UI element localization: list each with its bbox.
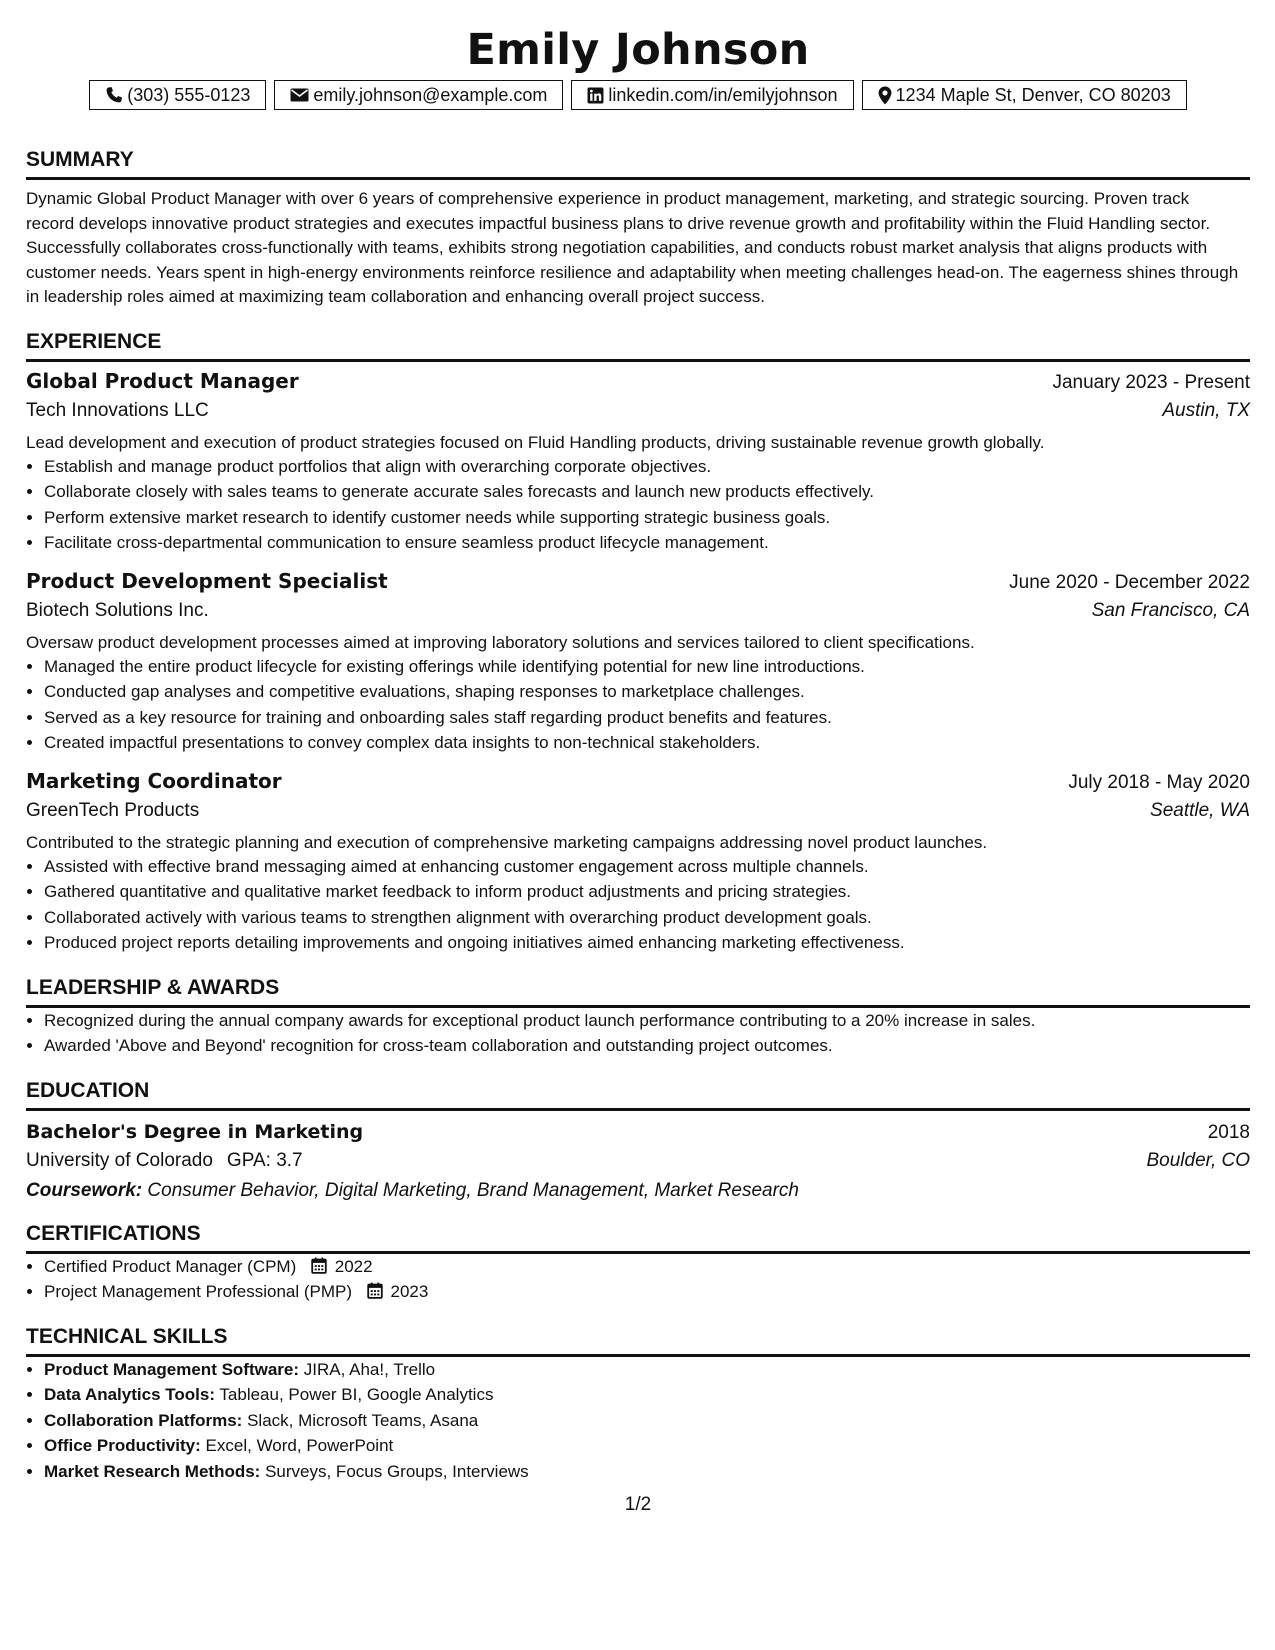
job-bullets bbox=[26, 454, 1250, 556]
skill-label: Data Analytics Tools: bbox=[44, 1385, 215, 1404]
job-dates: January 2023 - Present bbox=[1052, 371, 1250, 393]
job-bullet: • Perform extensive market research to identify customer needs while supporting strategic business goals. bbox=[44, 505, 1250, 531]
summary-heading: SUMMARY bbox=[26, 148, 1250, 180]
page-number: 1/2 bbox=[624, 1494, 652, 1515]
envelope-icon bbox=[290, 87, 309, 103]
job-bullets bbox=[26, 854, 1250, 956]
skill-value: Tableau, Power BI, Google Analytics bbox=[219, 1385, 494, 1404]
contact-email bbox=[274, 80, 563, 110]
job-company: Biotech Solutions Inc. bbox=[26, 599, 209, 621]
job-bullets bbox=[26, 654, 1250, 756]
contact-phone bbox=[89, 80, 266, 110]
job-description: Lead development and execution of product strategies focused on Fluid Handling products, driving sustainable revenue growth globally. bbox=[26, 432, 1045, 452]
school-name: University of Colorado bbox=[26, 1149, 213, 1171]
education-entry bbox=[26, 1121, 1250, 1144]
graduation-year: 2018 bbox=[1207, 1121, 1250, 1143]
certification-year: 2023 bbox=[390, 1282, 429, 1301]
job-bullet: • Assisted with effective brand messaging aimed at enhancing customer engagement across multiple channels. bbox=[44, 854, 1250, 880]
job-bullet: • Served as a key resource for training and onboarding sales staff regarding product benefits and features. bbox=[44, 705, 1250, 731]
award-item: • Awarded 'Above and Beyond' recognition for cross-team collaboration and outstanding project outcomes. bbox=[44, 1033, 1250, 1059]
job-entry bbox=[26, 369, 1250, 556]
job-dates: June 2020 - December 2022 bbox=[1009, 571, 1250, 593]
job-bullet: • Collaborated actively with various teams to strengthen alignment with overarching product development goals. bbox=[44, 905, 1250, 931]
skill-item bbox=[44, 1357, 1250, 1383]
job-bullet: • Produced project reports detailing improvements and ongoing initiatives aimed enhancing marketing effectiveness. bbox=[44, 930, 1250, 956]
resume-page bbox=[26, 0, 1250, 1515]
gpa-value: GPA: 3.7 bbox=[226, 1149, 303, 1171]
job-bullet: • Created impactful presentations to convey complex data insights to non-technical stakeholders. bbox=[44, 730, 1250, 756]
experience-heading: EXPERIENCE bbox=[26, 330, 1250, 362]
certification-item bbox=[44, 1279, 1250, 1305]
certification-year: 2022 bbox=[334, 1256, 373, 1276]
address-text: 1234 Maple St, Denver, CO 80203 bbox=[895, 84, 1171, 105]
job-bullet: • Managed the entire product lifecycle for existing offerings while identifying potential for new line introductions. bbox=[44, 654, 1250, 680]
job-title: Global Product Manager bbox=[26, 368, 299, 393]
certification-item bbox=[44, 1254, 1250, 1280]
school-location: Boulder, CO bbox=[1146, 1149, 1250, 1171]
skill-label: Product Management Software: bbox=[44, 1359, 300, 1379]
certifications-list bbox=[26, 1254, 1250, 1305]
job-bullet: • Establish and manage product portfolios that align with overarching corporate objectives. bbox=[44, 454, 1250, 480]
coursework bbox=[26, 1180, 1250, 1202]
summary-text: Dynamic Global Product Manager with over 6 years of comprehensive experience in product management, marketing, and strategic sourcing. Proven track record develops innovative product strategies and executes impactful business plans to drive revenue growth and profitability within the Fluid Handling sector. Successfully collaborates cross-functionally with teams, exhibits strong negotiation capabilities, and conducts robust market analysis that aligns products with customer needs. Years spent in high-energy environments reinforce resilience and adaptability when meeting challenges head-on. The eagerness shines through in leadership roles aimed at maximizing team collaboration and enhancing overall project success. bbox=[26, 189, 1239, 306]
degree-title: Bachelor's Degree in Marketing bbox=[26, 1120, 364, 1143]
email-text: emily.johnson@example.com bbox=[313, 84, 548, 105]
skills-list bbox=[26, 1357, 1250, 1485]
certification-name: Certified Product Manager (CPM) bbox=[44, 1256, 297, 1276]
job-location: Austin, TX bbox=[1162, 399, 1250, 421]
linkedin-text: linkedin.com/in/emilyjohnson bbox=[608, 84, 838, 105]
phone-text: (303) 555-0123 bbox=[127, 84, 251, 105]
skill-item bbox=[44, 1382, 1250, 1408]
job-bullet: • Gathered quantitative and qualitative market feedback to inform product adjustments and pricing strategies. bbox=[44, 879, 1250, 905]
skills-heading: TECHNICAL SKILLS bbox=[26, 1325, 1250, 1357]
job-bullet: • Collaborate closely with sales teams to generate accurate sales forecasts and launch new products effectively. bbox=[44, 479, 1250, 505]
certifications-heading: CERTIFICATIONS bbox=[26, 1222, 1250, 1254]
job-entry bbox=[26, 569, 1250, 756]
coursework-list: Consumer Behavior, Digital Marketing, Brand Management, Market Research bbox=[147, 1179, 799, 1201]
job-bullet: • Facilitate cross-departmental communication to ensure seamless product lifecycle management. bbox=[44, 530, 1250, 556]
job-company: Tech Innovations LLC bbox=[26, 399, 209, 421]
job-description: Contributed to the strategic planning and execution of comprehensive marketing campaigns addressing novel product launches. bbox=[26, 832, 988, 852]
skill-value: Excel, Word, PowerPoint bbox=[205, 1436, 394, 1455]
job-dates: July 2018 - May 2020 bbox=[1068, 771, 1250, 793]
skill-value: JIRA, Aha!, Trello bbox=[303, 1359, 436, 1379]
skill-value: Slack, Microsoft Teams, Asana bbox=[247, 1410, 479, 1430]
job-company: GreenTech Products bbox=[26, 799, 200, 821]
job-title: Product Development Specialist bbox=[26, 568, 388, 593]
map-marker-icon bbox=[878, 86, 892, 105]
job-bullet: • Conducted gap analyses and competitive evaluations, shaping responses to marketplace challenges. bbox=[44, 679, 1250, 705]
skill-item bbox=[44, 1459, 1250, 1485]
skill-item bbox=[44, 1433, 1250, 1459]
awards-heading: LEADERSHIP & AWARDS bbox=[26, 976, 1250, 1008]
job-location: Seattle, WA bbox=[1150, 799, 1250, 821]
calendar-icon bbox=[311, 1257, 327, 1274]
linkedin-icon bbox=[587, 87, 604, 104]
phone-icon bbox=[105, 86, 123, 104]
skill-label: Office Productivity: bbox=[44, 1436, 201, 1455]
education-heading: EDUCATION bbox=[26, 1079, 1250, 1111]
award-item: • Recognized during the annual company awards for exceptional product launch performance contributing to a 20% increase in sales. bbox=[44, 1008, 1250, 1034]
job-title: Marketing Coordinator bbox=[26, 768, 282, 793]
skill-label: Collaboration Platforms: bbox=[44, 1410, 243, 1430]
contact-address bbox=[862, 80, 1187, 110]
skill-item bbox=[44, 1408, 1250, 1434]
awards-list bbox=[26, 1008, 1250, 1059]
candidate-name: Emily Johnson bbox=[466, 25, 810, 75]
certification-name: Project Management Professional (PMP) bbox=[44, 1282, 353, 1301]
job-entry bbox=[26, 769, 1250, 956]
skill-label: Market Research Methods: bbox=[44, 1461, 261, 1481]
calendar-icon bbox=[367, 1282, 383, 1299]
job-description: Oversaw product development processes aimed at improving laboratory solutions and services tailored to client specifications. bbox=[26, 632, 975, 652]
job-location: San Francisco, CA bbox=[1091, 599, 1250, 621]
contact-row bbox=[26, 80, 1250, 110]
coursework-label: Coursework: bbox=[26, 1179, 143, 1201]
skill-value: Surveys, Focus Groups, Interviews bbox=[265, 1461, 529, 1481]
contact-linkedin bbox=[571, 80, 853, 110]
